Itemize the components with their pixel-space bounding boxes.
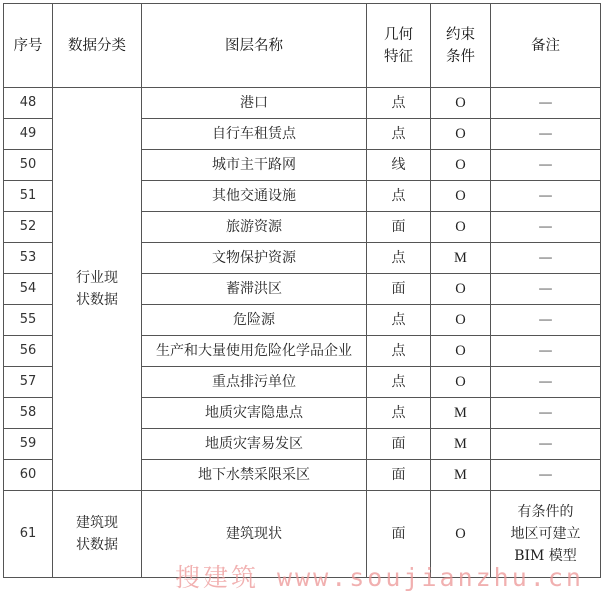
- row-seq: 61: [4, 491, 53, 578]
- row-seq: 60: [4, 460, 53, 491]
- row-layer: 港口: [142, 88, 367, 119]
- row-geometry: 点: [367, 181, 431, 212]
- row-seq: 48: [4, 88, 53, 119]
- row-constraint: M: [431, 429, 491, 460]
- row-seq: 55: [4, 305, 53, 336]
- row-geometry: 点: [367, 88, 431, 119]
- row-layer: 旅游资源: [142, 212, 367, 243]
- row-note: —: [491, 88, 601, 119]
- spec-table: [3, 3, 601, 578]
- row-layer: 文物保护资源: [142, 243, 367, 274]
- row-constraint: O: [431, 274, 491, 305]
- row-note: [491, 491, 601, 578]
- row-seq: 53: [4, 243, 53, 274]
- row-geometry: 面: [367, 274, 431, 305]
- row-note: —: [491, 119, 601, 150]
- note-line3: BIM 模型: [514, 548, 577, 564]
- category-line2: 状数据: [76, 537, 118, 553]
- row-layer: 危险源: [142, 305, 367, 336]
- category-cell-industry: [53, 88, 142, 491]
- row-layer: 地质灾害易发区: [142, 429, 367, 460]
- row-constraint: O: [431, 150, 491, 181]
- header-category: 数据分类: [53, 4, 142, 88]
- category-line1: 建筑现: [76, 515, 118, 531]
- note-line1: 有条件的: [517, 504, 574, 520]
- table-row: [4, 88, 601, 119]
- row-seq: 49: [4, 119, 53, 150]
- row-layer: 地质灾害隐患点: [142, 398, 367, 429]
- header-note: 备注: [491, 4, 601, 88]
- row-note: —: [491, 336, 601, 367]
- row-geometry: 点: [367, 305, 431, 336]
- row-constraint: O: [431, 181, 491, 212]
- row-note: —: [491, 398, 601, 429]
- row-layer: 重点排污单位: [142, 367, 367, 398]
- header-geometry: [367, 4, 431, 88]
- row-layer: 生产和大量使用危险化学品企业: [142, 336, 367, 367]
- row-layer: 地下水禁采限采区: [142, 460, 367, 491]
- row-note: —: [491, 305, 601, 336]
- row-layer: 城市主干路网: [142, 150, 367, 181]
- row-constraint: O: [431, 367, 491, 398]
- header-seq: 序号: [4, 4, 53, 88]
- row-constraint: O: [431, 491, 491, 578]
- row-constraint: O: [431, 336, 491, 367]
- row-seq: 57: [4, 367, 53, 398]
- row-constraint: M: [431, 398, 491, 429]
- table-row: [4, 491, 601, 578]
- row-constraint: O: [431, 305, 491, 336]
- category-cell-building: [53, 491, 142, 578]
- row-geometry: 点: [367, 336, 431, 367]
- row-geometry: 面: [367, 212, 431, 243]
- row-constraint: O: [431, 88, 491, 119]
- row-note: —: [491, 181, 601, 212]
- category-line1: 行业现: [76, 270, 118, 286]
- watermark: 搜建筑 www.soujianzhu.cn: [175, 563, 584, 592]
- row-constraint: O: [431, 119, 491, 150]
- row-geometry: 面: [367, 491, 431, 578]
- row-geometry: 面: [367, 460, 431, 491]
- row-seq: 56: [4, 336, 53, 367]
- header-constraint-line2: 条件: [446, 48, 475, 65]
- header-geometry-line1: 几何: [384, 26, 413, 43]
- row-geometry: 面: [367, 429, 431, 460]
- row-seq: 54: [4, 274, 53, 305]
- row-note: —: [491, 460, 601, 491]
- row-note: —: [491, 243, 601, 274]
- row-layer: 建筑现状: [142, 491, 367, 578]
- row-geometry: 点: [367, 398, 431, 429]
- row-seq: 51: [4, 181, 53, 212]
- row-geometry: 线: [367, 150, 431, 181]
- category-line2: 状数据: [76, 292, 118, 308]
- row-geometry: 点: [367, 243, 431, 274]
- row-geometry: 点: [367, 119, 431, 150]
- row-constraint: M: [431, 243, 491, 274]
- header-constraint: [431, 4, 491, 88]
- row-note: —: [491, 274, 601, 305]
- header-geometry-line2: 特征: [384, 48, 413, 65]
- row-layer: 蓄滞洪区: [142, 274, 367, 305]
- row-seq: 59: [4, 429, 53, 460]
- row-note: —: [491, 150, 601, 181]
- header-layer: 图层名称: [142, 4, 367, 88]
- row-constraint: O: [431, 212, 491, 243]
- header-constraint-line1: 约束: [446, 26, 475, 43]
- row-note: —: [491, 367, 601, 398]
- row-constraint: M: [431, 460, 491, 491]
- row-geometry: 点: [367, 367, 431, 398]
- header-row: [4, 4, 601, 88]
- row-seq: 52: [4, 212, 53, 243]
- row-layer: 其他交通设施: [142, 181, 367, 212]
- row-note: —: [491, 212, 601, 243]
- row-seq: 58: [4, 398, 53, 429]
- note-line2: 地区可建立: [510, 526, 581, 542]
- row-layer: 自行车租赁点: [142, 119, 367, 150]
- row-note: —: [491, 429, 601, 460]
- row-seq: 50: [4, 150, 53, 181]
